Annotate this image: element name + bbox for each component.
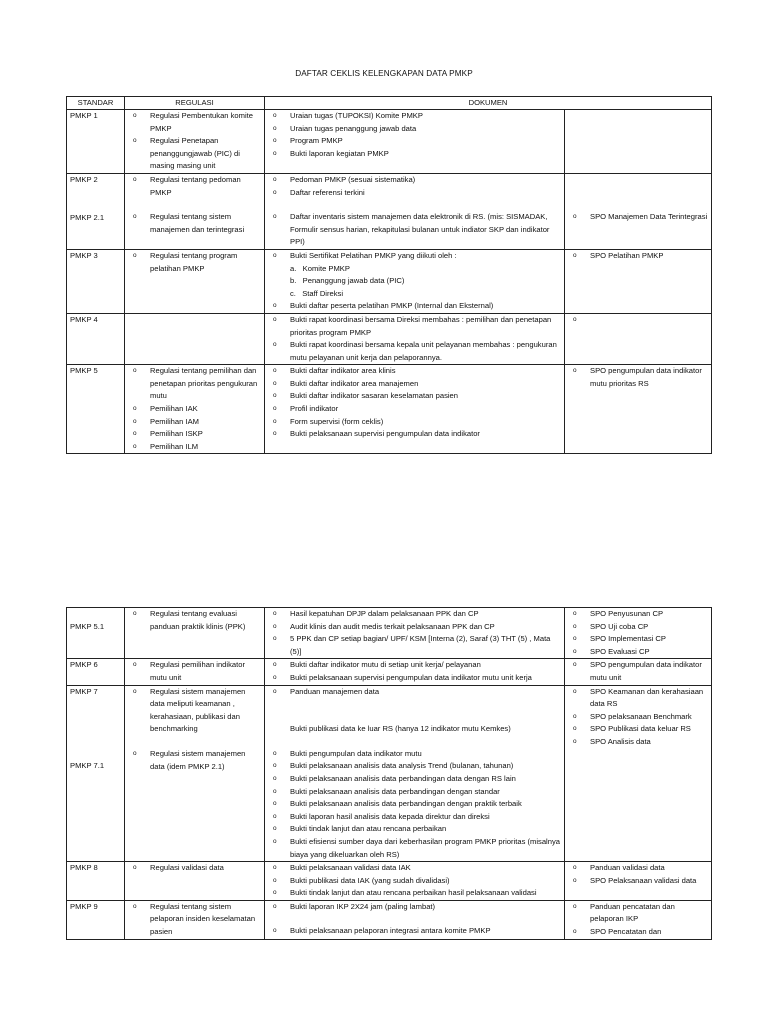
list-item: o Regulasi tentang pedoman PMKP bbox=[128, 174, 261, 199]
list-item: o Bukti pelaksanaan supervisi pengumpulan data indikator mutu unit kerja bbox=[268, 672, 561, 685]
checklist-table-page1 bbox=[66, 96, 712, 454]
dokumen-cell bbox=[265, 365, 565, 454]
bullet-list bbox=[568, 901, 708, 939]
dokumen-cell bbox=[265, 862, 565, 901]
bullet-list bbox=[568, 250, 708, 263]
bullet-list bbox=[268, 211, 561, 249]
list-item: o Bukti laporan IKP 2X24 jam (paling lambat) bbox=[268, 901, 561, 914]
list-item: o Audit klinis dan audit medis terkait pelaksanaan PPK dan CP bbox=[268, 621, 561, 634]
list-item: o Bukti pelaksanaan pelaporan integrasi antara komite PMKP bbox=[268, 925, 561, 938]
bullet-list bbox=[568, 862, 708, 887]
table-row bbox=[67, 313, 712, 364]
bullet-list bbox=[568, 365, 708, 390]
list-item: o Bukti daftar indikator sasaran keselamatan pasien bbox=[268, 390, 561, 403]
dokumen-cell bbox=[265, 249, 565, 313]
bullet-list bbox=[128, 365, 261, 453]
bullet-list bbox=[268, 686, 561, 699]
list-item: o Regulasi pemilihan indikator mutu unit bbox=[128, 659, 261, 684]
list-item: o Regulasi Pembentukan komite PMKP bbox=[128, 110, 261, 135]
header-standar: STANDAR bbox=[67, 97, 125, 110]
list-item: o SPO Publikasi data keluar RS bbox=[568, 723, 708, 736]
dokumen-cell bbox=[265, 313, 565, 364]
list-item: o Panduan pencatatan dan pelaporan IKP bbox=[568, 901, 708, 926]
list-item: o Hasil kepatuhan DPJP dalam pelaksanaan PPK dan CP bbox=[268, 608, 561, 621]
list-item: o Pedoman PMKP (sesuai sistematika) bbox=[268, 174, 561, 187]
standar-cell bbox=[67, 608, 125, 659]
list-item: o Pemilihan IAM bbox=[128, 416, 261, 429]
standar-cell: PMKP 1 bbox=[67, 110, 125, 174]
list-item: o Bukti Sertifikat Pelatihan PMKP yang diikuti oleh : bbox=[268, 250, 561, 263]
list-item: o SPO Keamanan dan kerahasiaan data RS bbox=[568, 686, 708, 711]
list-item: o SPO pelaksanaan Benchmark bbox=[568, 711, 708, 724]
bullet-list bbox=[128, 211, 261, 236]
list-item: o SPO pengumpulan data indikator mutu prioritas RS bbox=[568, 365, 708, 390]
list-item: o Pemilihan IAK bbox=[128, 403, 261, 416]
standar-cell: PMKP 5 bbox=[67, 365, 125, 454]
list-item: o Bukti rapat koordinasi bersama Direksi membahas : pemilihan dan penetapan prioritas program PMKP bbox=[268, 314, 561, 339]
list-item: o Form supervisi (form ceklis) bbox=[268, 416, 561, 429]
bullet-list bbox=[128, 862, 261, 875]
list-item: o Uraian tugas (TUPOKSI) Komite PMKP bbox=[268, 110, 561, 123]
list-item: Bukti publikasi data ke luar RS (hanya 12 indikator mutu Kemkes) bbox=[290, 724, 511, 734]
spo-cell bbox=[565, 659, 712, 685]
regulasi-cell bbox=[125, 110, 265, 174]
checklist-table-page2 bbox=[66, 607, 712, 940]
bullet-list bbox=[268, 365, 561, 441]
list-item: o Bukti pelaksanaan analisis data perbandingan data dengan RS lain bbox=[268, 773, 561, 786]
list-item: o SPO Analisis data bbox=[568, 736, 708, 749]
list-item: o Uraian tugas penanggung jawab data bbox=[268, 123, 561, 136]
table-row bbox=[67, 862, 712, 901]
list-item: c. Staff Direksi bbox=[290, 288, 344, 298]
bullet-list bbox=[568, 686, 708, 749]
list-item: o Daftar referensi terkini bbox=[268, 187, 561, 200]
dokumen-cell bbox=[265, 608, 565, 659]
list-item: o Regulasi tentang program pelatihan PMKP bbox=[128, 250, 261, 275]
list-item: o Program PMKP bbox=[268, 135, 561, 148]
list-item: o SPO Uji coba CP bbox=[568, 621, 708, 634]
spo-cell bbox=[565, 685, 712, 862]
list-item: o SPO pengumpulan data indikator mutu unit bbox=[568, 659, 708, 684]
spo-cell bbox=[565, 608, 712, 659]
bullet-list bbox=[268, 748, 561, 861]
spo-cell bbox=[565, 249, 712, 313]
regulasi-cell bbox=[125, 659, 265, 685]
list-item: o Bukti pelaksanaan analisis data perbandingan dengan standar bbox=[268, 786, 561, 799]
dokumen-cell bbox=[265, 900, 565, 939]
list-item: o Regulasi tentang sistem manajemen dan terintegrasi bbox=[128, 211, 261, 236]
bullet-list bbox=[128, 901, 261, 939]
list-item: o Profil indikator bbox=[268, 403, 561, 416]
list-item: o Daftar inventaris sistem manajemen data elektronik di RS. (mis: SISMADAK, Formulir sensus harian, rekapitulasi bulanan untuk indiator SKP dan indikator PPI) bbox=[268, 211, 561, 249]
dokumen-cell bbox=[265, 659, 565, 685]
list-item: o Bukti laporan hasil analisis data kepada direktur dan direksi bbox=[268, 811, 561, 824]
list-item: o Regulasi sistem manajemen data (idem PMKP 2.1) bbox=[128, 748, 261, 773]
bullet-list bbox=[268, 862, 561, 900]
standar-cell: PMKP 3 bbox=[67, 249, 125, 313]
list-item: o Pemilihan ILM bbox=[128, 441, 261, 454]
list-item: o SPO Implementasi CP bbox=[568, 633, 708, 646]
list-item: o Regulasi tentang evaluasi panduan praktik klinis (PPK) bbox=[128, 608, 261, 633]
standar-cell: PMKP 9 bbox=[67, 900, 125, 939]
standar-label: PMKP 2.1 bbox=[70, 212, 105, 222]
spo-cell bbox=[565, 900, 712, 939]
header-dokumen: DOKUMEN bbox=[265, 97, 712, 110]
list-item: o Regulasi validasi data bbox=[128, 862, 261, 875]
standar-label: PMKP 5.1 bbox=[70, 622, 105, 631]
table-row bbox=[67, 249, 712, 313]
regulasi-cell bbox=[125, 608, 265, 659]
standar-cell: PMKP 8 bbox=[67, 862, 125, 901]
list-item: o Regulasi tentang sistem pelaporan insiden keselamatan pasien bbox=[128, 901, 261, 939]
regulasi-cell bbox=[125, 365, 265, 454]
spo-cell bbox=[565, 313, 712, 364]
regulasi-cell bbox=[125, 173, 265, 249]
bullet-list bbox=[268, 608, 561, 658]
regulasi-cell bbox=[125, 685, 265, 862]
regulasi-cell bbox=[125, 862, 265, 901]
list-item: o Pemilihan ISKP bbox=[128, 428, 261, 441]
standar-cell bbox=[67, 685, 125, 862]
standar-label: PMKP 2 bbox=[70, 174, 98, 184]
table-row bbox=[67, 608, 712, 659]
bullet-list bbox=[128, 110, 261, 173]
table-row bbox=[67, 365, 712, 454]
list-item: o SPO Pencatatan dan bbox=[568, 926, 708, 939]
standar-cell: PMKP 6 bbox=[67, 659, 125, 685]
standar-cell bbox=[67, 173, 125, 249]
dokumen-cell bbox=[265, 110, 565, 174]
standar-label: PMKP 7.1 bbox=[70, 761, 105, 771]
list-item: o Bukti pelaksanaan analisis data analysis Trend (bulanan, tahunan) bbox=[268, 760, 561, 773]
bullet-list bbox=[128, 686, 261, 736]
regulasi-cell bbox=[125, 249, 265, 313]
list-item: o Bukti publikasi data IAK (yang sudah divalidasi) bbox=[268, 875, 561, 888]
list-item: o Bukti rapat koordinasi bersama kepala unit pelayanan membahas : pengukuran mutu pelayanan unit kerja dan pelaporannya. bbox=[268, 339, 561, 364]
list-item: o Regulasi sistem manajemen data meliputi keamanan , kerahasiaan, publikasi dan benchmarking bbox=[128, 686, 261, 736]
list-item: o Bukti pelaksanaan analisis data perbandingan dengan praktik terbaik bbox=[268, 798, 561, 811]
table-row bbox=[67, 659, 712, 685]
list-item: o Bukti daftar indikator area klinis bbox=[268, 365, 561, 378]
list-item: o SPO Evaluasi CP bbox=[568, 646, 708, 659]
list-item: o Bukti efisiensi sumber daya dari keberhasilan program PMKP prioritas (misalnya biaya yang dikeluarkan oleh RS) bbox=[268, 836, 561, 861]
list-item: o Bukti pengumpulan data indikator mutu bbox=[268, 748, 561, 761]
list-item: o Bukti daftar peserta pelatihan PMKP (Internal dan Eksternal) bbox=[268, 300, 561, 313]
spo-cell bbox=[565, 173, 712, 249]
table-row bbox=[67, 173, 712, 249]
bullet-list bbox=[128, 748, 261, 773]
bullet-list bbox=[268, 723, 561, 736]
spo-cell bbox=[565, 862, 712, 901]
list-item: o Panduan validasi data bbox=[568, 862, 708, 875]
bullet-list bbox=[128, 608, 261, 633]
bullet-list bbox=[128, 659, 261, 684]
bullet-list bbox=[268, 174, 561, 199]
table-header-row bbox=[67, 97, 712, 110]
list-item: o Bukti laporan kegiatan PMKP bbox=[268, 148, 561, 161]
list-item: o SPO Pelaksanaan validasi data bbox=[568, 875, 708, 888]
list-item: o 5 PPK dan CP setiap bagian/ UPF/ KSM [Interna (2), Saraf (3) THT (5) , Mata (5)] bbox=[268, 633, 561, 658]
list-item: o Panduan manajemen data bbox=[268, 686, 561, 699]
bullet-list bbox=[568, 659, 708, 684]
list-item: o Bukti pelaksanaan validasi data IAK bbox=[268, 862, 561, 875]
spo-cell bbox=[565, 110, 712, 174]
list-item: o SPO Pelatihan PMKP bbox=[568, 250, 708, 263]
list-item: o SPO Penyusunan CP bbox=[568, 608, 708, 621]
table-row bbox=[67, 110, 712, 174]
list-item: o Regulasi Penetapan penanggungjawab (PIC) di masing masing unit bbox=[128, 135, 261, 173]
regulasi-cell bbox=[125, 313, 265, 364]
spo-cell bbox=[565, 365, 712, 454]
table-row bbox=[67, 900, 712, 939]
list-item: o Bukti pelaksanaan supervisi pengumpulan data indikator bbox=[268, 428, 561, 441]
standar-cell: PMKP 4 bbox=[67, 313, 125, 364]
document-title: DAFTAR CEKLIS KELENGKAPAN DATA PMKP bbox=[295, 69, 473, 78]
list-item: o Bukti daftar indikator area manajemen bbox=[268, 378, 561, 391]
standar-label: PMKP 7 bbox=[70, 686, 98, 696]
dokumen-cell bbox=[265, 173, 565, 249]
list-item: a. Komite PMKP bbox=[290, 263, 350, 273]
bullet-list bbox=[268, 110, 561, 160]
bullet-list bbox=[268, 659, 561, 684]
table-row bbox=[67, 685, 712, 862]
regulasi-cell bbox=[125, 900, 265, 939]
bullet-list bbox=[568, 211, 708, 224]
bullet-list bbox=[128, 174, 261, 199]
list-item: b. Penanggung jawab data (PIC) bbox=[290, 276, 405, 286]
header-regulasi: REGULASI bbox=[125, 97, 265, 110]
list-item: o Bukti tindak lanjut dan atau rencana perbaikan bbox=[268, 823, 561, 836]
list-item: o SPO Manajemen Data Terintegrasi bbox=[568, 211, 708, 224]
list-item: o Bukti daftar indikator mutu di setiap unit kerja/ pelayanan bbox=[268, 659, 561, 672]
list-item: o Bukti tindak lanjut dan atau rencana perbaikan hasil pelaksanaan validasi bbox=[268, 887, 561, 900]
bullet-list bbox=[128, 250, 261, 275]
bullet-list bbox=[568, 608, 708, 658]
bullet-list bbox=[268, 314, 561, 364]
list-item: o Regulasi tentang pemilihan dan penetapan prioritas pengukuran mutu bbox=[128, 365, 261, 403]
dokumen-cell bbox=[265, 685, 565, 862]
